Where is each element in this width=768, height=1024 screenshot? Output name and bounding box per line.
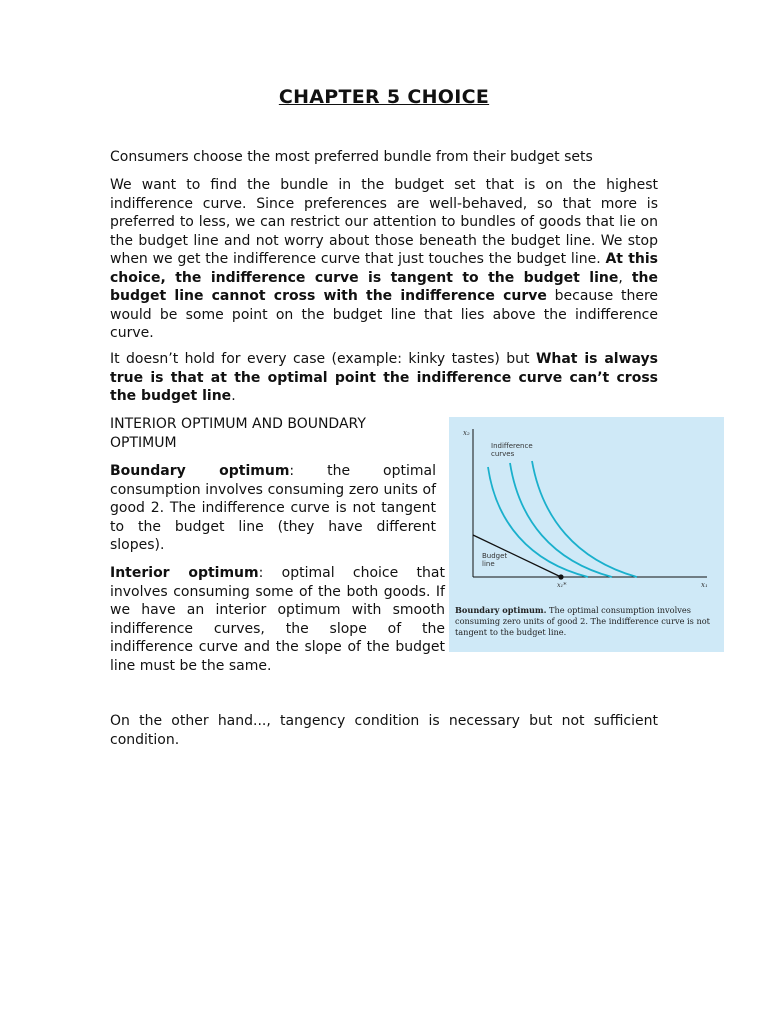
curves-label-line1: Indifference xyxy=(491,442,533,450)
indifference-curve-3 xyxy=(532,461,637,577)
interior-optimum-paragraph xyxy=(110,564,445,675)
boundary-text: : the optimal consumption involves consuming zero units of good 2. The indifference curve is not tangent to the budget line (they have different slopes). xyxy=(110,463,436,553)
interior-term: Interior optimum xyxy=(110,565,259,581)
boundary-term: Boundary optimum xyxy=(110,463,290,479)
y-axis-label: x₂ xyxy=(463,429,470,437)
section-heading: INTERIOR OPTIMUM AND BOUNDARY OPTIMUM xyxy=(110,416,366,451)
caption-text: The optimal consumption involves consuming zero units of good 2. The indifference curve is not tangent to the budget line. xyxy=(455,605,710,637)
x-axis-label: x₁ xyxy=(701,581,708,589)
para1-text-2: , xyxy=(618,269,632,286)
boundary-optimum-figure xyxy=(449,417,724,652)
boundary-optimum-diagram xyxy=(449,417,724,602)
para2-text-1: It doesn’t hold for every case (example: kinky tastes) but xyxy=(110,351,536,367)
para2-text-2: . xyxy=(231,388,236,404)
chapter-title: CHAPTER 5 CHOICE xyxy=(278,86,490,108)
para1-text-3: because there would be some point on the budget line that lies above the indifference curve. xyxy=(110,288,659,341)
para2-bold-1: What is always true is that at the optimal point the indifference curve can’t cross the budget line xyxy=(110,351,658,404)
interior-text: : optimal choice that involves consuming some of the both goods. If we have an interior optimum with smooth indifference curves, the slope of the indifference curve and the slope of the budget line must be the same. xyxy=(110,565,445,674)
optimum-x-label: x₁* xyxy=(557,581,567,589)
budget-label-line2: line xyxy=(482,560,495,568)
para1-bold-2: the budget line cannot cross with the indifference curve xyxy=(110,269,658,304)
budget-label-line1: Budget xyxy=(482,552,508,560)
intro-paragraph: Consumers choose the most preferred bundle from their budget sets xyxy=(110,149,593,165)
closing-paragraph: On the other hand..., tangency condition is necessary but not sufficient condition. xyxy=(110,713,658,748)
figure-caption xyxy=(455,605,721,638)
para1-text-1: We want to find the bundle in the budget set that is on the highest indifference curve. Since preferences are well-behaved, so that more is preferred to less, we can restrict our attention to bundles of goods that lie on the budget line and not worry about those beneath the budget line. We stop when we get the indifference curve that just touches the budget line. xyxy=(110,177,658,267)
para1-bold-1: At this choice, the indifference curve is tangent to the budget line xyxy=(110,251,658,286)
paragraph-budget-line xyxy=(110,176,658,343)
boundary-optimum-paragraph xyxy=(110,462,436,555)
curves-label-line2: curves xyxy=(491,450,515,458)
paragraph-kinky-tastes xyxy=(110,350,658,406)
optimum-point xyxy=(558,574,563,579)
caption-bold: Boundary optimum. xyxy=(455,605,547,615)
